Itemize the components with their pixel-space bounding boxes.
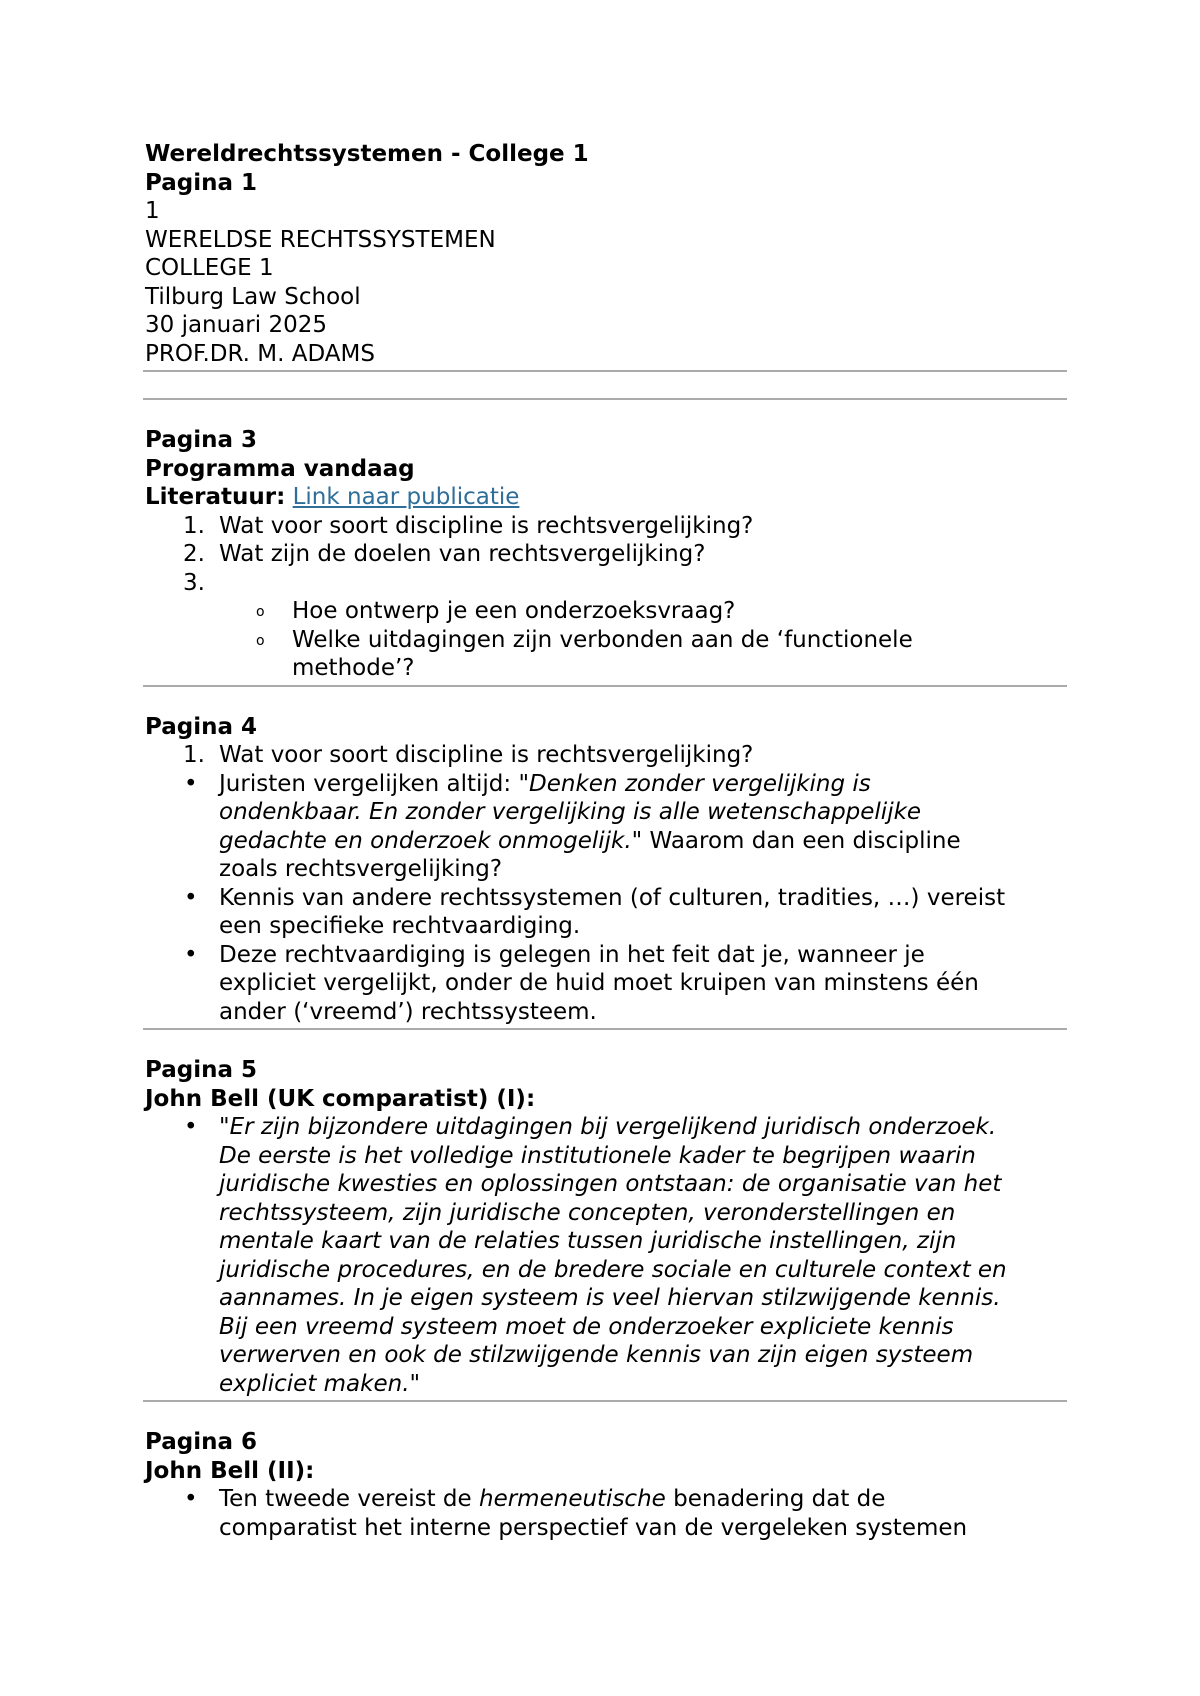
sub-list-item: o Welke uitdagingen zijn verbonden aan de ‘functionele methode’? [256,626,913,681]
document-page [145,140,1065,1542]
text-line: 30 januari 2025 [145,312,328,338]
section-heading: Pagina 3 [145,427,258,453]
section-subtitle: John Bell (II): [145,1457,315,1484]
section-pagina-4 [145,713,1065,1027]
quote-item: • "Er zijn bijzondere uitdagingen bij vergelijkend juridisch onderzoek. De eerste is het volledige institutionele kader te begrijpen waarin juridische kwesties en oplossingen ontstaan: de organisatie van het rechtssysteem, zijn juridische concepten, veronderstellingen en mentale kaart van de relaties tussen juridische instellingen, zijn juridische procedures, en de bredere sociale en culturele context en aannames. In je eigen systeem is veel hiervan stilzwijgende kennis. Bij een vreemd systeem moet de onderzoeker expliciete kennis verwerven en ook de stilzwijgende kennis van zijn eigen systeem expliciet maken." [184,1114,1007,1397]
text-line: PROF.DR. M. ADAMS [145,340,375,367]
section-subtitle: Programma vandaag [145,455,415,482]
section-heading: Pagina 6 [145,1429,258,1455]
list-item: 1. Wat voor soort discipline is rechtsvergelijking? [183,742,754,768]
section-pagina-1 [145,169,1065,369]
publication-link[interactable]: Link naar publicatie [292,484,520,510]
section-pagina-6 [145,1428,1065,1542]
text-line: WERELDSE RECHTSSYSTEMEN [145,226,496,253]
section-heading: Pagina 5 [145,1057,258,1083]
list-item: • Kennis van andere rechtssystemen (of culturen, tradities, …) vereist een specifieke rechtvaardiging. [184,884,1006,939]
text-line: COLLEGE 1 [145,255,274,281]
section-heading: Pagina 4 [145,713,258,740]
list-item: • Juristen vergelijken altijd: "Denken zonder vergelijking is ondenkbaar. En zonder vergelijking is alle wetenschappelijke gedachte en onderzoek onmogelijk." Waarom dan een discipline zoals rechtsvergelijking? [184,770,961,882]
list-item: 3. [183,569,205,596]
numbered-list [145,741,1065,770]
list-item: • Deze rechtvaardiging is gelegen in het feit dat je, wanneer je expliciet vergelijkt, onder de huid moet kruipen van minstens één ander (‘vreemd’) rechtssysteem. [184,941,979,1025]
section-pagina-5 [145,1056,1065,1398]
bullet-icon: • [184,1114,198,1140]
sub-list [145,597,1065,683]
section-subtitle: John Bell (UK comparatist) (I): [145,1085,536,1112]
literature-label: Literatuur: [145,484,286,510]
text-line: 1 [145,198,160,224]
bullet-icon: • [184,884,198,911]
bullet-list [145,1485,1065,1542]
bullet-icon: • [184,770,198,797]
circle-bullet-icon: o [256,604,265,620]
sub-list-item: o Hoe ontwerp je een onderzoeksvraag? [145,597,1065,626]
bullet-list [145,770,1065,1027]
circle-bullet-icon: o [256,632,265,649]
section-heading: Pagina 1 [145,169,258,196]
bullet-icon: • [184,941,198,968]
list-item: • Ten tweede vereist de hermeneutische benadering dat de comparatist het interne perspectief van de vergeleken systemen [184,1486,968,1541]
document-title: Wereldrechtssystemen - College 1 [145,141,589,167]
bullet-list [145,1113,1065,1398]
list-item: 2. Wat zijn de doelen van rechtsvergelijking? [183,541,706,567]
section-pagina-3 [145,426,1065,683]
list-item: 1. Wat voor soort discipline is rechtsvergelijking? [183,512,754,539]
numbered-list [145,512,1065,598]
bullet-icon: • [184,1486,198,1512]
text-line: Tilburg Law School [145,283,361,310]
